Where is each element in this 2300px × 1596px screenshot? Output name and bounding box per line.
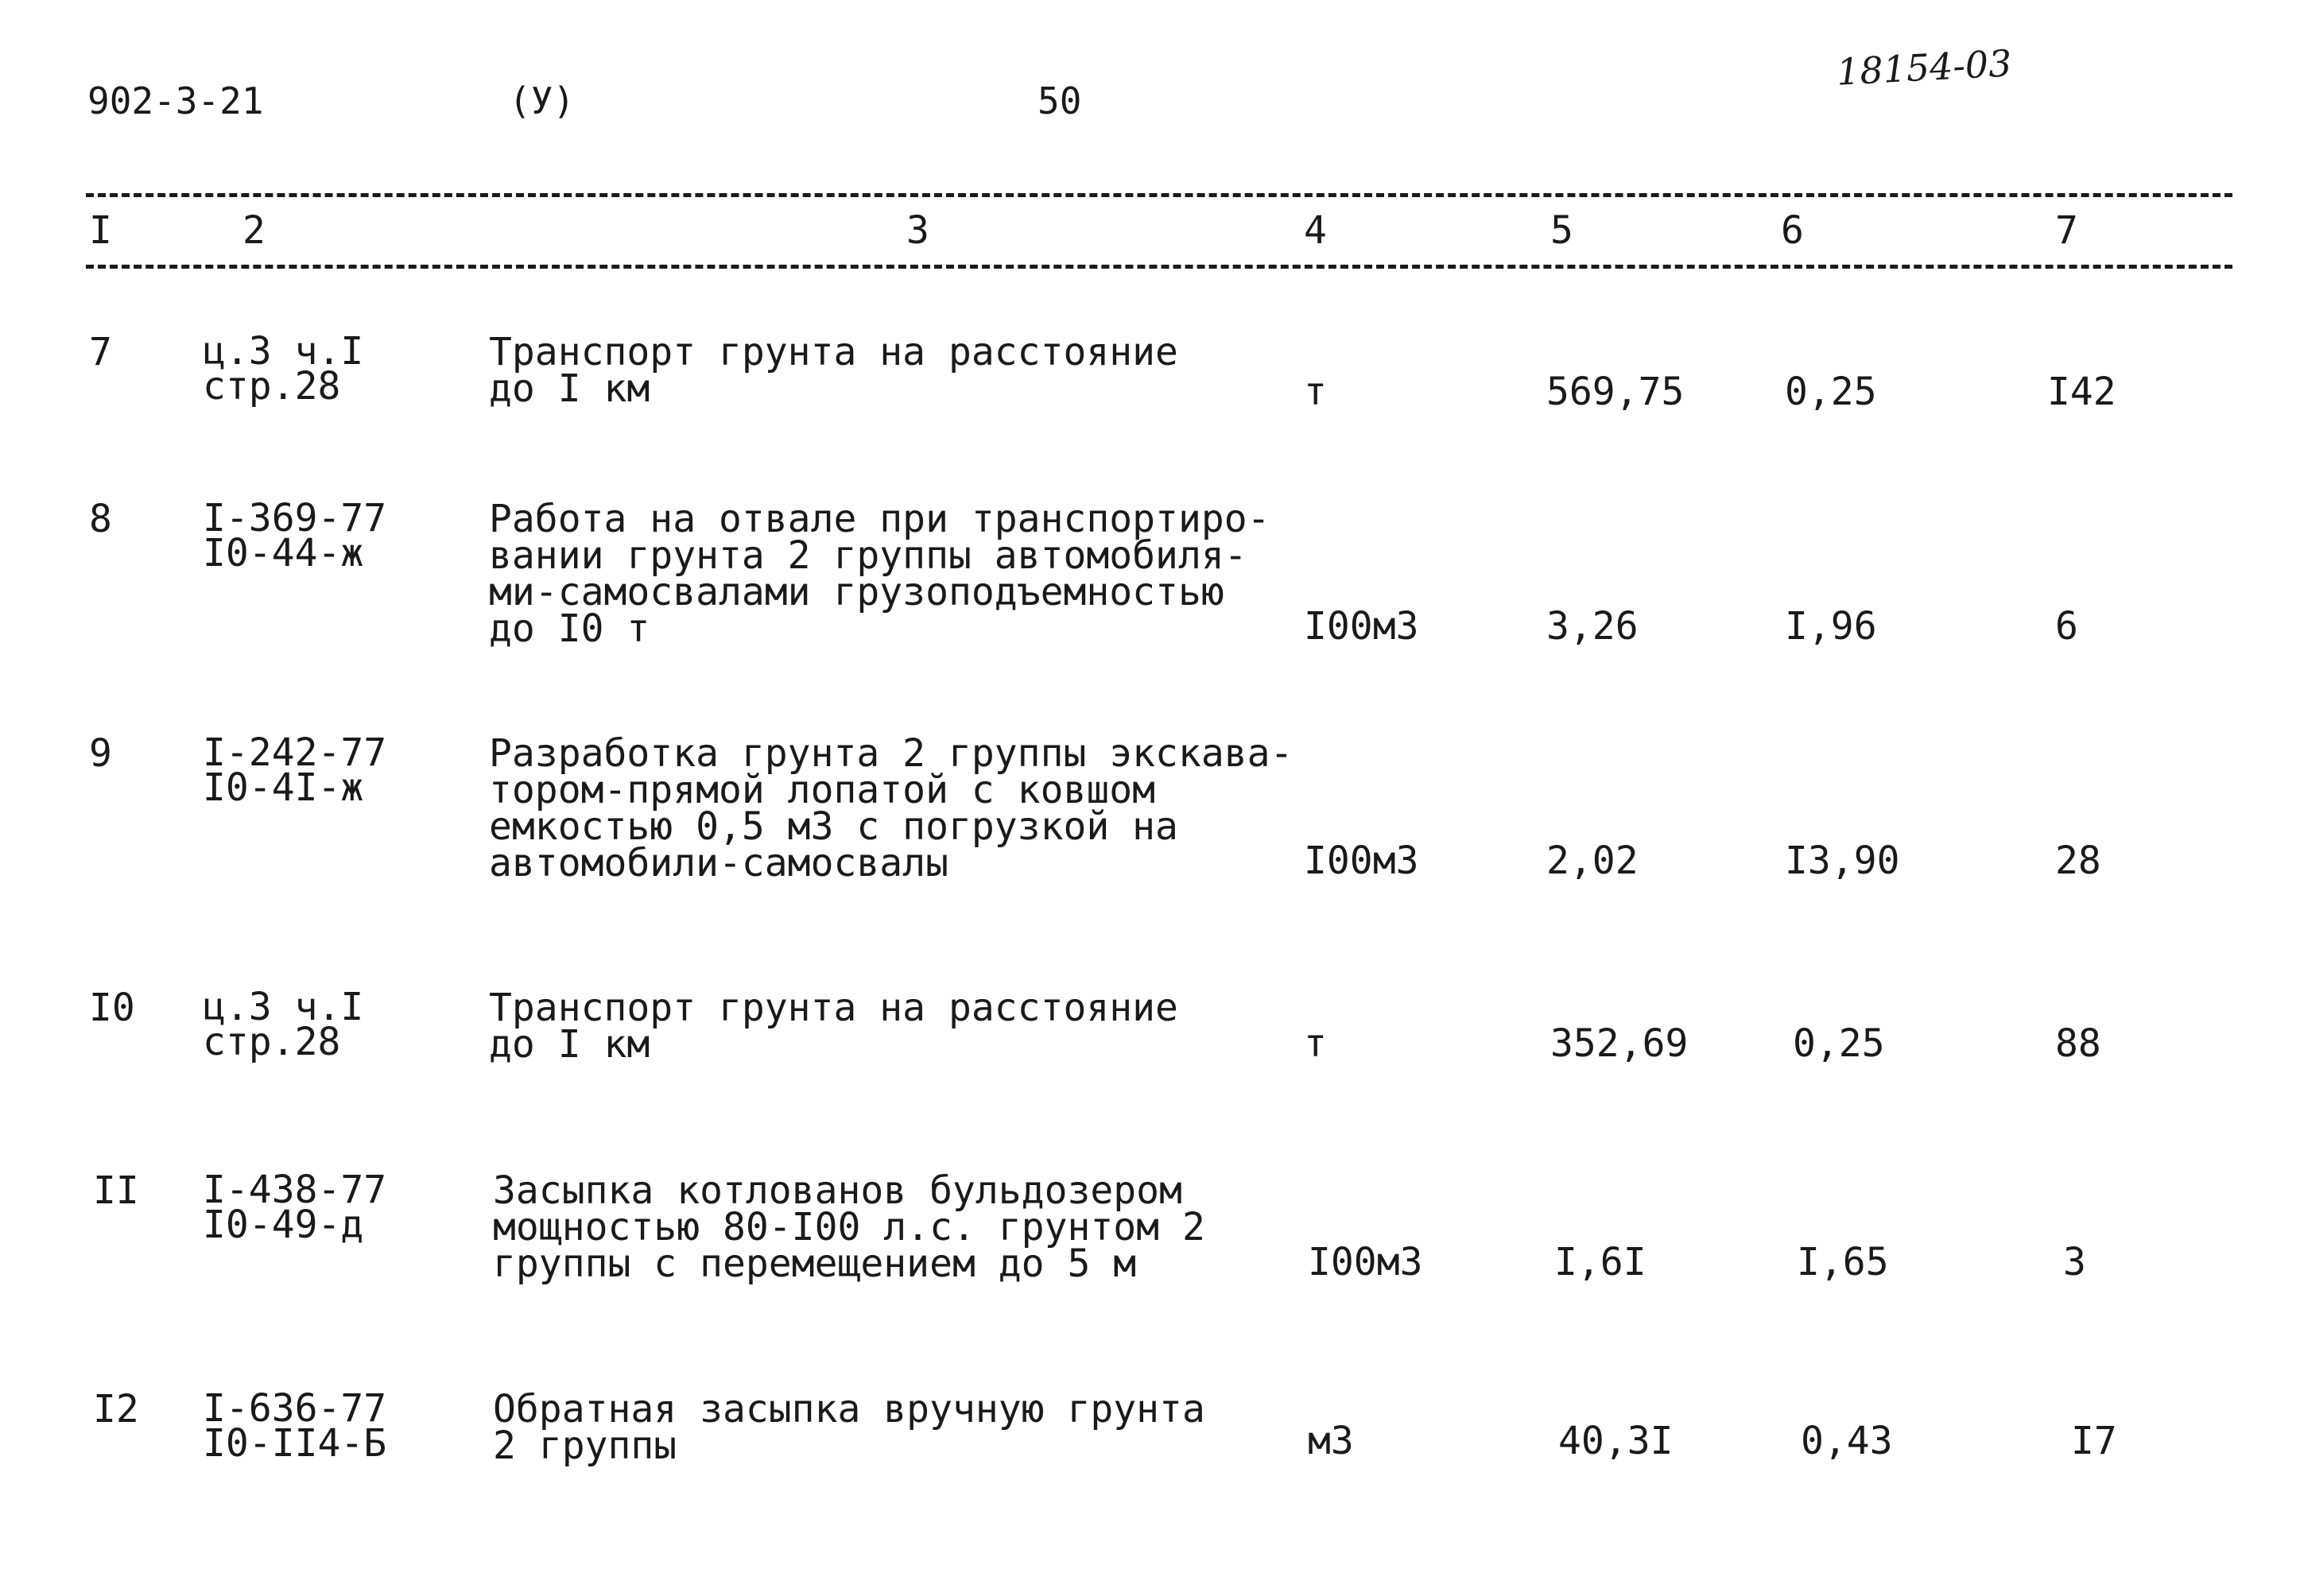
variant-mark: (У): [509, 79, 576, 122]
quantity: 352,69: [1550, 1021, 1689, 1066]
unit-price: I,65: [1797, 1240, 1889, 1284]
row-number: 8: [89, 497, 112, 541]
unit-price: I3,90: [1785, 839, 1900, 883]
total: I42: [2047, 370, 2116, 414]
row-number: 7: [89, 330, 112, 374]
column-header-1: I: [89, 208, 112, 253]
unit-price: 0,43: [1801, 1419, 1893, 1463]
work-description: Работа на отвале при транспортиро- вании грунта 2 группы автомобиля- ми-самосвалами грузоподъемностью до I0 т: [489, 497, 1270, 651]
unit: I00м3: [1308, 1240, 1423, 1284]
handwritten-reference: 18154-03: [1835, 41, 2013, 94]
norm-code: I-636-77 I0-II4-Б: [203, 1386, 387, 1466]
quantity: I,6I: [1554, 1240, 1646, 1284]
unit: I00м3: [1304, 604, 1419, 649]
norm-code: I-438-77 I0-49-д: [203, 1168, 387, 1247]
column-header-7: 7: [2055, 208, 2078, 253]
total: 3: [2063, 1240, 2086, 1284]
total: I7: [2071, 1419, 2117, 1463]
work-description: Транспорт грунта на расстояние до I км: [489, 986, 1178, 1067]
work-description: Обратная засыпка вручную грунта 2 группы: [493, 1387, 1205, 1468]
total: 28: [2055, 839, 2101, 883]
norm-code: ц.3 ч.I стр.28: [203, 329, 364, 409]
unit: т: [1304, 370, 1327, 414]
doc-code: 902-3-21: [87, 79, 264, 122]
total: 88: [2055, 1021, 2101, 1066]
column-header-6: 6: [1781, 208, 1804, 253]
column-header-3: 3: [906, 208, 929, 253]
header-rule-top: [86, 193, 2232, 197]
row-number: I0: [89, 986, 135, 1030]
header-rule-bottom: [86, 265, 2232, 269]
quantity: 3,26: [1546, 604, 1639, 649]
unit: т: [1304, 1021, 1327, 1066]
row-number: II: [93, 1168, 139, 1213]
row-number: I2: [93, 1387, 139, 1431]
column-header-2: 2: [242, 208, 266, 253]
total: 6: [2055, 604, 2078, 649]
quantity: 40,3I: [1558, 1419, 1674, 1463]
row-number: 9: [89, 731, 112, 776]
work-description: Разработка грунта 2 группы экскава- тором-прямой лопатой с ковшом емкостью 0,5 м3 с погрузкой на автомобили-самосвалы: [489, 731, 1294, 885]
work-description: Засыпка котлованов бульдозером мощностью 80-I00 л.с. грунтом 2 группы с перемещением до 5 м: [493, 1168, 1205, 1286]
quantity: 2,02: [1546, 839, 1639, 883]
norm-code: I-242-77 I0-4I-ж: [203, 730, 387, 810]
column-header-4: 4: [1304, 208, 1327, 253]
unit: I00м3: [1304, 839, 1419, 883]
unit: м3: [1308, 1419, 1354, 1463]
page-number: 50: [1038, 79, 1082, 122]
unit-price: 0,25: [1793, 1021, 1885, 1066]
norm-code: ц.3 ч.I стр.28: [203, 985, 364, 1064]
unit-price: I,96: [1785, 604, 1877, 649]
unit-price: 0,25: [1785, 370, 1877, 414]
norm-code: I-369-77 I0-44-ж: [203, 496, 387, 575]
quantity: 569,75: [1546, 370, 1685, 414]
work-description: Транспорт грунта на расстояние до I км: [489, 330, 1178, 411]
column-header-5: 5: [1550, 208, 1573, 253]
